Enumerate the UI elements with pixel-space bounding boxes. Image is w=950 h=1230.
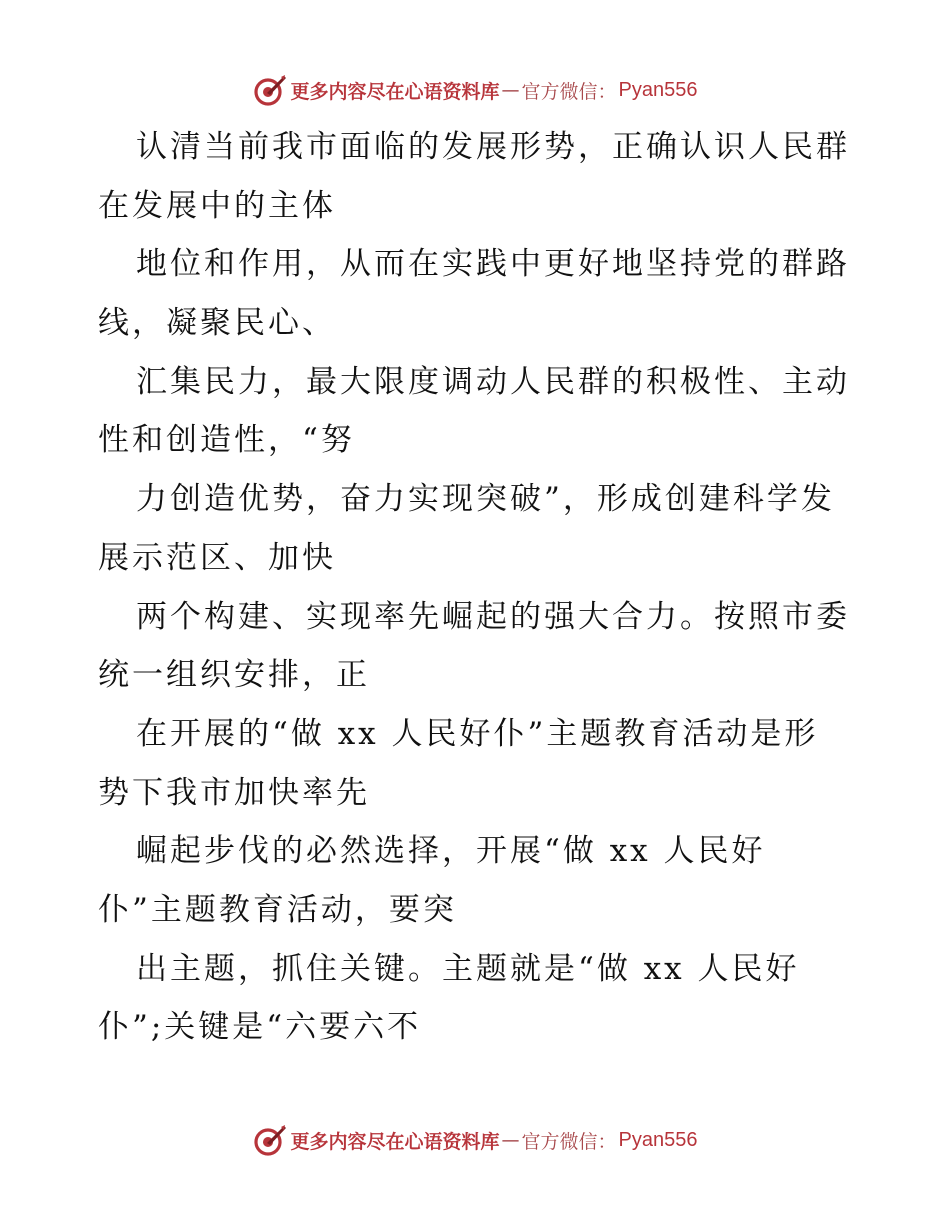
banner-separator: — [501, 1129, 520, 1151]
body-line: 地位和作用，从而在实践中更好地坚持党的群路 [136, 246, 850, 283]
body-line: 线，凝聚民心、 [98, 305, 336, 342]
body-line: 汇集民力，最大限度调动人民群的积极性、主动 [136, 363, 850, 400]
body-line: 展示范区、加快 [98, 539, 336, 576]
banner-account: Pyan556 [618, 78, 698, 101]
body-line: 崛起步伐的必然选择，开展“做 xx 人民好 [136, 833, 766, 870]
body-line: 在发展中的主体 [98, 187, 336, 224]
banner-brand: 更多内容尽在心语资料库 [290, 80, 500, 103]
banner-brand: 更多内容尽在心语资料库 [290, 1130, 500, 1153]
document-body [98, 118, 868, 1057]
body-line: 仆”;关键是“六要六不 [98, 1009, 422, 1046]
header-banner [0, 70, 950, 110]
body-line: 出主题，抓住关键。主题就是“做 xx 人民好 [136, 950, 800, 987]
banner-official-label: 官方微信： [521, 1130, 617, 1153]
body-line: 统一组织安排，正 [98, 657, 370, 694]
banner-account: Pyan556 [618, 1128, 698, 1151]
banner-official-label: 官方微信： [521, 80, 617, 103]
body-line: 势下我市加快率先 [98, 774, 370, 811]
quill-pen-circle-icon [253, 1123, 287, 1157]
body-line: 在开展的“做 xx 人民好仆”主题教育活动是形 [136, 715, 819, 752]
quill-pen-circle-icon [253, 73, 287, 107]
banner-separator: — [501, 79, 520, 101]
footer-banner [0, 1120, 950, 1160]
body-line: 认清当前我市面临的发展形势，正确认识人民群 [136, 129, 850, 165]
body-line: 两个构建、实现率先崛起的强大合力。按照市委 [136, 598, 850, 635]
body-line: 力创造优势，奋力实现突破”，形成创建科学发 [136, 481, 835, 518]
body-line: 仆”主题教育活动，要突 [98, 891, 457, 928]
body-line: 性和创造性，“努 [98, 422, 355, 459]
